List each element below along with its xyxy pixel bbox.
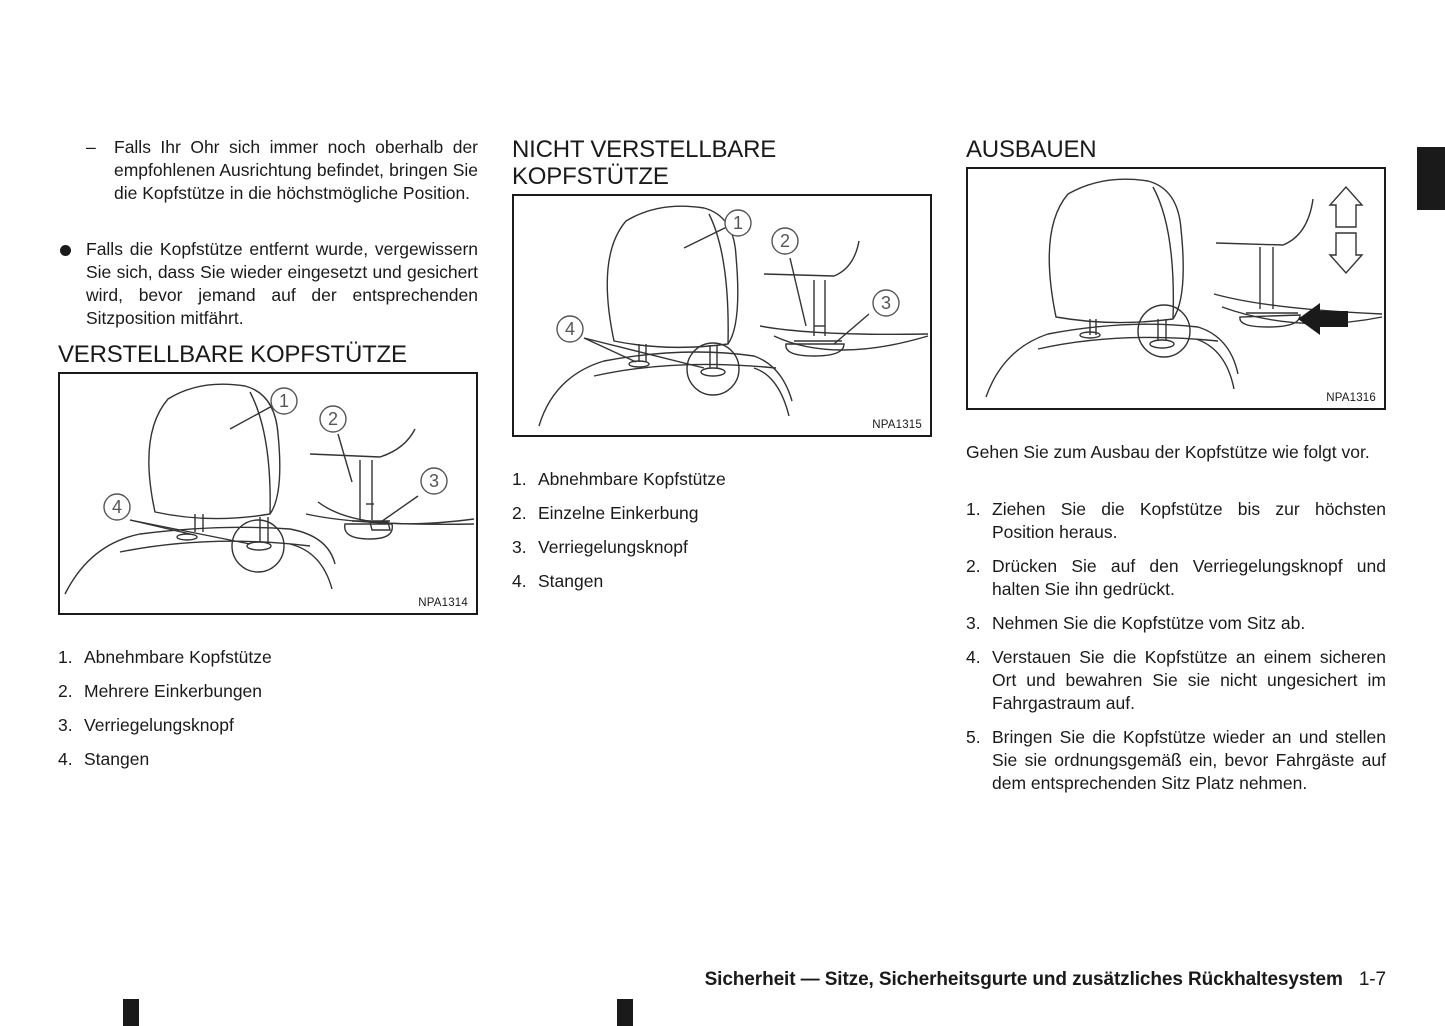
callout-2: 2: [327, 409, 339, 429]
section-heading-fixed-headrest: [512, 136, 776, 190]
figure-removal: [966, 167, 1386, 410]
removal-steps-list: [966, 498, 1386, 806]
list-item: 3. Verriegelungsknopf: [512, 537, 688, 557]
heading-line-2: KOPFSTÜTZE: [512, 163, 669, 190]
list-item: 1. Abnehmbare Kopfstütze: [58, 647, 272, 667]
headrest-illustration: [60, 374, 476, 613]
figure-adjustable-headrest: [58, 372, 478, 615]
callout-3: 3: [428, 471, 440, 491]
bullet-list-item: [58, 238, 478, 330]
step-item: 5. Bringen Sie die Kopfstütze wieder an und stellen Sie sie ordnungsgemäß ein, bevor Fahrgäste auf dem entsprechenden Sitz Platz nehmen.: [966, 727, 1386, 793]
callout-4: 4: [111, 497, 123, 517]
callout-3: 3: [880, 293, 892, 313]
section-heading-adjustable-headrest: VERSTELLBARE KOPFSTÜTZE: [58, 341, 407, 368]
bullet-item-text: Falls die Kopfstütze entfernt wurde, vergewissern Sie sich, dass Sie wieder eingesetzt und gesichert wird, bevor jemand auf der entsprechenden Sitzposition mitfährt.: [86, 239, 478, 328]
heading-line-1: NICHT VERSTELLBARE: [512, 136, 777, 163]
step-item: 2. Drücken Sie auf den Verriegelungsknopf und halten Sie ihn gedrückt.: [966, 556, 1386, 599]
footer-section-title: Sicherheit — Sitze, Sicherheitsgurte und zusätzliches Rückhaltesystem: [704, 969, 1343, 990]
list-item: 4. Stangen: [58, 749, 150, 769]
dash-item-text: Falls Ihr Ohr sich immer noch oberhalb der empfohlenen Ausrichtung befindet, bringen Sie die Kopfstütze in die höchstmögliche Position.: [114, 137, 478, 203]
callout-4: 4: [564, 319, 576, 339]
step-item: 4. Verstauen Sie die Kopfstütze an einem sicheren Ort und bewahren Sie sie nicht ungesichert im Fahrgastraum auf.: [966, 647, 1386, 713]
page-footer: [705, 969, 1386, 991]
figure-code: NPA1314: [418, 597, 468, 609]
list-item: 3. Verriegelungsknopf: [58, 715, 234, 735]
callout-1: 1: [732, 213, 744, 233]
step-item: 3. Nehmen Sie die Kopfstütze vom Sitz ab.: [966, 613, 1306, 633]
headrest-removal-illustration: [968, 169, 1384, 408]
dash-list-item: [86, 136, 478, 228]
figure-code: NPA1315: [872, 419, 922, 431]
crop-mark: [123, 999, 139, 1026]
list-item: 2. Mehrere Einkerbungen: [58, 681, 263, 701]
page-number: 1-7: [1358, 969, 1386, 990]
dash-mark: –: [86, 137, 96, 157]
step-item: 1. Ziehen Sie die Kopfstütze bis zur höchsten Position heraus.: [966, 499, 1386, 542]
crop-mark: [617, 999, 633, 1026]
push-arrow-icon: [1298, 303, 1348, 335]
figure-fixed-headrest: [512, 194, 932, 437]
parts-list: [512, 468, 932, 604]
list-item: 2. Einzelne Einkerbung: [512, 503, 699, 523]
figure-code: NPA1316: [1326, 392, 1376, 404]
callout-1: 1: [278, 391, 290, 411]
list-item: 4. Stangen: [512, 571, 604, 591]
callout-2: 2: [779, 231, 791, 251]
list-item: 1. Abnehmbare Kopfstütze: [512, 469, 726, 489]
bullet-dot-icon: [60, 245, 71, 256]
headrest-illustration: [514, 196, 930, 435]
section-heading-removal: AUSBAUEN: [966, 136, 1097, 163]
section-tab-marker: [1417, 147, 1445, 210]
intro-paragraph: Gehen Sie zum Ausbau der Kopfstütze wie folgt vor.: [966, 442, 1370, 462]
parts-list: [58, 646, 478, 782]
